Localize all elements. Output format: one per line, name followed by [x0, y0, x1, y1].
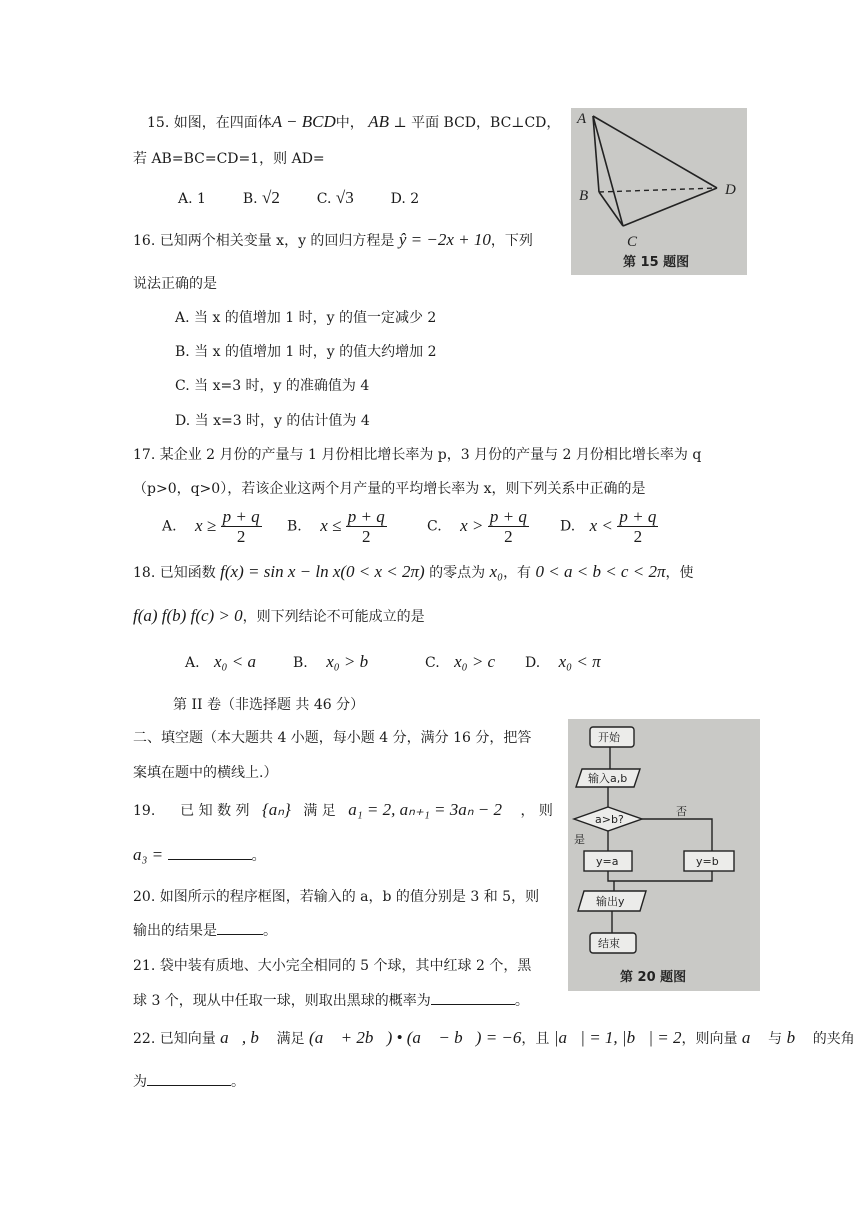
q20-figure — [568, 719, 760, 991]
q22-stem-b: 满足 — [276, 1031, 305, 1047]
flowchart-diagram — [568, 719, 760, 991]
q18-option-d-label: D. — [525, 655, 541, 671]
flowchart-right-box: y=b — [696, 855, 719, 868]
section-heading-line1: 二、填空题（本大题共 4 小题，每小题 4 分，满分 16 分，把答 — [133, 730, 532, 746]
q20-end: 。 — [263, 923, 277, 939]
q21-answer-blank[interactable] — [431, 1002, 515, 1005]
q22-stem-line2: 为 — [133, 1074, 147, 1090]
q15-stem-c: ⊥ 平面 BCD，BC⊥CD， — [393, 115, 561, 131]
q17-option-c-label: C. — [427, 518, 442, 535]
flowchart-start: 开始 — [598, 731, 620, 744]
q21-stem-line2: 球 3 个，现从中任取一球，则取出黑球的概率为 — [133, 993, 431, 1009]
q20-line2 — [133, 920, 277, 940]
flowchart-decision: a>b? — [595, 813, 624, 826]
q19-a3: a₃ = — [133, 845, 164, 864]
q15-tetrahedron: A − BCD — [271, 112, 336, 131]
q21-end: 。 — [514, 993, 529, 1009]
q19-line1 — [133, 800, 553, 820]
q19-answer-blank[interactable] — [168, 857, 252, 860]
q16-line1 — [133, 230, 533, 250]
fraction-numerator: p + q — [489, 507, 527, 526]
q22-vectors: a⃗, b⃗ — [220, 1028, 273, 1047]
q16-stem-b: ，下列 — [490, 233, 533, 249]
q17-line1 — [133, 444, 701, 464]
q16-option-d: D. 当 x=3 时，y 的估计值为 4 — [175, 413, 370, 429]
q17-option-c-lhs: x > — [460, 515, 484, 535]
q18-option-a-label: A. — [185, 655, 200, 671]
q17-option-a-fraction — [221, 507, 262, 546]
q17-option-d — [560, 507, 658, 546]
fraction-numerator: p + q — [347, 507, 385, 526]
q17-option-d-label: D. — [560, 518, 576, 535]
section-heading-line2: 案填在题中的横线上.） — [133, 765, 278, 781]
fraction-denominator: 2 — [504, 527, 513, 546]
q18-option-c — [425, 652, 495, 672]
label-c: C — [627, 234, 638, 250]
q17-option-b — [287, 507, 387, 546]
q17-option-d-lhs: x < — [589, 515, 613, 535]
q22-vector-a: a⃗ — [741, 1028, 764, 1047]
fraction-numerator: p + q — [222, 507, 260, 526]
q15-ab: AB — [368, 112, 390, 131]
q17-option-a — [162, 507, 262, 546]
q19-stem-c: ， 则 — [520, 803, 553, 819]
q17-stem-line1: 某企业 2 月份的产量与 1 月份相比增长率为 p，3 月份的产量与 2 月份相比增长率为 q — [159, 447, 702, 463]
q19-stem-a: 已 知 数 列 — [180, 803, 250, 819]
q22-stem-e: 的夹角 — [812, 1031, 855, 1047]
q18-stem-d: ，使 — [665, 565, 694, 581]
q18-option-b-label: B. — [293, 655, 308, 671]
q22-end: 。 — [231, 1074, 245, 1090]
q20-answer-blank[interactable] — [217, 932, 263, 935]
q20-stem-line2: 输出的结果是 — [133, 923, 217, 939]
q20-figure-caption: 第 20 题图 — [620, 970, 687, 985]
q21-line1 — [133, 955, 531, 975]
q15-line1 — [147, 112, 560, 132]
q18-option-b — [293, 652, 368, 672]
q15-option-b-value: √2 — [262, 188, 280, 207]
q18-stem-c: ，有 — [503, 565, 532, 581]
label-a: A — [577, 111, 587, 127]
q22-number: 22. — [133, 1031, 156, 1047]
q18-stem-b: 的零点为 — [429, 565, 486, 581]
q20-line1 — [133, 886, 539, 906]
q16-stem-a: 已知两个相关变量 x，y 的回归方程是 — [159, 233, 395, 249]
label-d: D — [725, 182, 736, 198]
q15-option-a: A. 1 — [178, 191, 206, 207]
q17-option-b-lhs: x ≤ — [320, 515, 342, 535]
q22-stem-d: ，则向量 — [681, 1031, 738, 1047]
q19-condition: a₁ = 2, aₙ₊₁ = 3aₙ − 2 — [348, 800, 502, 819]
tetrahedron-diagram — [571, 108, 747, 275]
q22-answer-blank[interactable] — [147, 1083, 231, 1086]
q19-sequence: {aₙ} — [261, 800, 291, 819]
q15-stem-a: 如图，在四面体 — [173, 115, 272, 131]
part2-heading: 第 II 卷（非选择题 共 46 分） — [173, 697, 365, 713]
q17-option-b-fraction — [346, 507, 387, 546]
flowchart-input: 输入a,b — [588, 772, 628, 785]
q18-stem-line2: ，则下列结论不可能成立的是 — [242, 609, 425, 625]
q19-line2 — [133, 845, 266, 865]
q18-option-b-expr: x₀ > b — [326, 652, 369, 671]
q22-norms: |a⃗| = 1, |b⃗| = 2 — [553, 1028, 682, 1047]
q17-option-b-label: B. — [287, 518, 302, 535]
q17-option-a-label: A. — [162, 518, 177, 535]
q18-option-c-expr: x₀ > c — [454, 652, 496, 671]
q15-options — [178, 188, 419, 208]
q21-stem-line1: 袋中装有质地、大小完全相同的 5 个球，其中红球 2 个，黑 — [159, 958, 532, 974]
flowchart-output: 输出y — [596, 895, 625, 908]
label-b: B — [579, 188, 589, 204]
q15-option-c: C. — [316, 191, 332, 207]
q15-line2: 若 AB=BC=CD=1，则 AD= — [133, 151, 325, 167]
q17-option-c-fraction — [488, 507, 529, 546]
q22-with: 与 — [768, 1031, 783, 1047]
q20-number: 20. — [133, 889, 156, 905]
q17-line2: （p>0，q>0），若该企业这两个月产量的平均增长率为 x，则下列关系中正确的是 — [133, 481, 646, 497]
q22-stem-a: 已知向量 — [159, 1031, 216, 1047]
q15-figure-caption: 第 15 题图 — [623, 255, 690, 270]
fraction-denominator: 2 — [362, 527, 371, 546]
q20-stem-line1: 如图所示的程序框图，若输入的 a，b 的值分别是 3 和 5，则 — [159, 889, 540, 905]
q18-function: f(x) = sin x − ln x(0 < x < 2π) — [220, 562, 425, 581]
flowchart-stop: 结束 — [598, 937, 620, 950]
q18-line1 — [133, 562, 693, 582]
q19-number: 19. — [133, 803, 156, 819]
q16-option-c: C. 当 x=3 时，y 的准确值为 4 — [175, 378, 370, 394]
flowchart-left-box: y=a — [596, 855, 619, 868]
fraction-denominator: 2 — [236, 527, 246, 546]
q18-option-c-label: C. — [425, 655, 440, 671]
q22-line1 — [133, 1028, 855, 1048]
fraction-denominator: 2 — [633, 527, 643, 546]
q21-number: 21. — [133, 958, 156, 974]
q21-line2 — [133, 990, 529, 1010]
q19-stem-b: 满 足 — [303, 803, 336, 819]
q22-vector-b: b⃗ — [786, 1028, 809, 1047]
flowchart-no: 否 — [676, 805, 687, 818]
q17-option-d-fraction — [617, 507, 658, 546]
q16-equation: ŷ = −2x + 10 — [398, 230, 491, 249]
q19-end: 。 — [251, 848, 266, 864]
q15-option-d: D. 2 — [390, 191, 420, 207]
q16-number: 16. — [133, 233, 156, 249]
q17-option-c — [427, 507, 529, 546]
q18-line2 — [133, 606, 425, 626]
q16-option-a: A. 当 x 的值增加 1 时，y 的值一定减少 2 — [175, 310, 437, 326]
q15-option-c-value: √3 — [335, 188, 354, 207]
q16-line2: 说法正确的是 — [133, 276, 217, 292]
q18-option-d-expr: x₀ < π — [558, 652, 601, 671]
q18-product: f(a) f(b) f(c) > 0 — [133, 606, 243, 625]
q18-option-a-expr: x₀ < a — [214, 652, 256, 671]
q17-option-a-lhs: x ≥ — [195, 515, 217, 535]
q15-stem-b: 中， — [335, 115, 364, 131]
q18-condition: 0 < a < b < c < 2π — [535, 562, 666, 581]
flowchart-yes: 是 — [574, 833, 585, 846]
q18-option-d — [525, 652, 601, 672]
q15-number: 15. — [147, 115, 170, 131]
q16-option-b: B. 当 x 的值增加 1 时，y 的值大约增加 2 — [175, 344, 437, 360]
fraction-numerator: p + q — [619, 507, 657, 526]
q17-number: 17. — [133, 447, 156, 463]
q18-number: 18. — [133, 565, 156, 581]
q18-stem-a: 已知函数 — [159, 565, 216, 581]
q15-figure — [571, 108, 747, 275]
q22-line2 — [133, 1071, 245, 1091]
q15-option-b: B. — [242, 191, 258, 207]
q22-stem-c: ，且 — [521, 1031, 550, 1047]
q18-zero: x₀ — [489, 562, 504, 581]
q22-condition: (a⃗ + 2b⃗) • (a⃗ − b⃗) = −6 — [309, 1028, 522, 1047]
q18-option-a — [185, 652, 256, 672]
